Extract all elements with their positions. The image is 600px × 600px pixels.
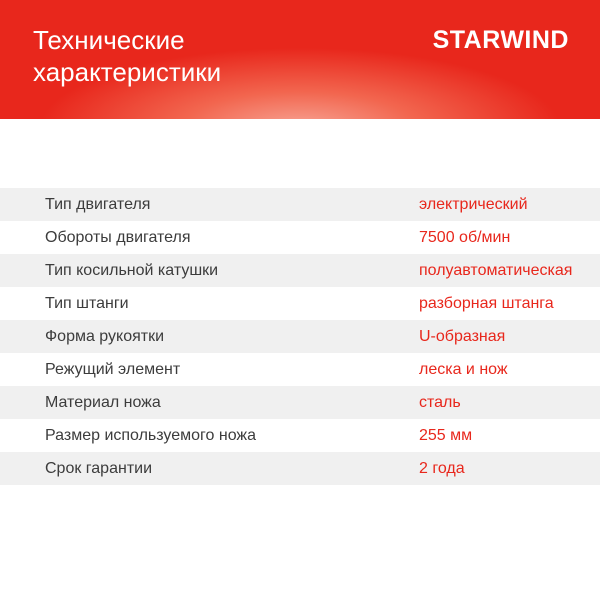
spec-value: электрический [419,195,528,213]
spec-row [0,386,600,419]
spec-label: Тип косильной катушки [45,261,219,279]
specs-table [0,188,600,485]
brand-logo: STARWIND [432,26,569,54]
spec-label: Размер используемого ножа [45,426,257,444]
spec-value: 255 мм [419,426,473,444]
spec-row [0,320,600,353]
spec-row [0,254,600,287]
spec-value: сталь [419,393,461,411]
page-title: Технические характеристики [33,25,222,87]
spec-label: Материал ножа [45,393,161,411]
spec-label: Тип двигателя [45,195,151,213]
spec-value: леска и нож [419,360,508,378]
spec-row [0,287,600,320]
spec-value: 7500 об/мин [419,228,511,246]
spec-label: Тип штанги [45,294,129,312]
spec-label: Обороты двигателя [45,228,191,246]
spec-label: Форма рукоятки [45,327,165,345]
spec-row [0,188,600,221]
spec-row [0,452,600,485]
spec-label: Срок гарантии [45,459,153,477]
spec-label: Режущий элемент [45,360,181,378]
spec-row [0,353,600,386]
spec-value: разборная штанга [419,294,554,312]
spec-row [0,221,600,254]
header-banner [0,0,600,119]
spec-value: полуавтоматическая [419,261,573,279]
spec-value: U-образная [419,327,506,345]
spec-value: 2 года [419,459,465,477]
spec-row [0,419,600,452]
